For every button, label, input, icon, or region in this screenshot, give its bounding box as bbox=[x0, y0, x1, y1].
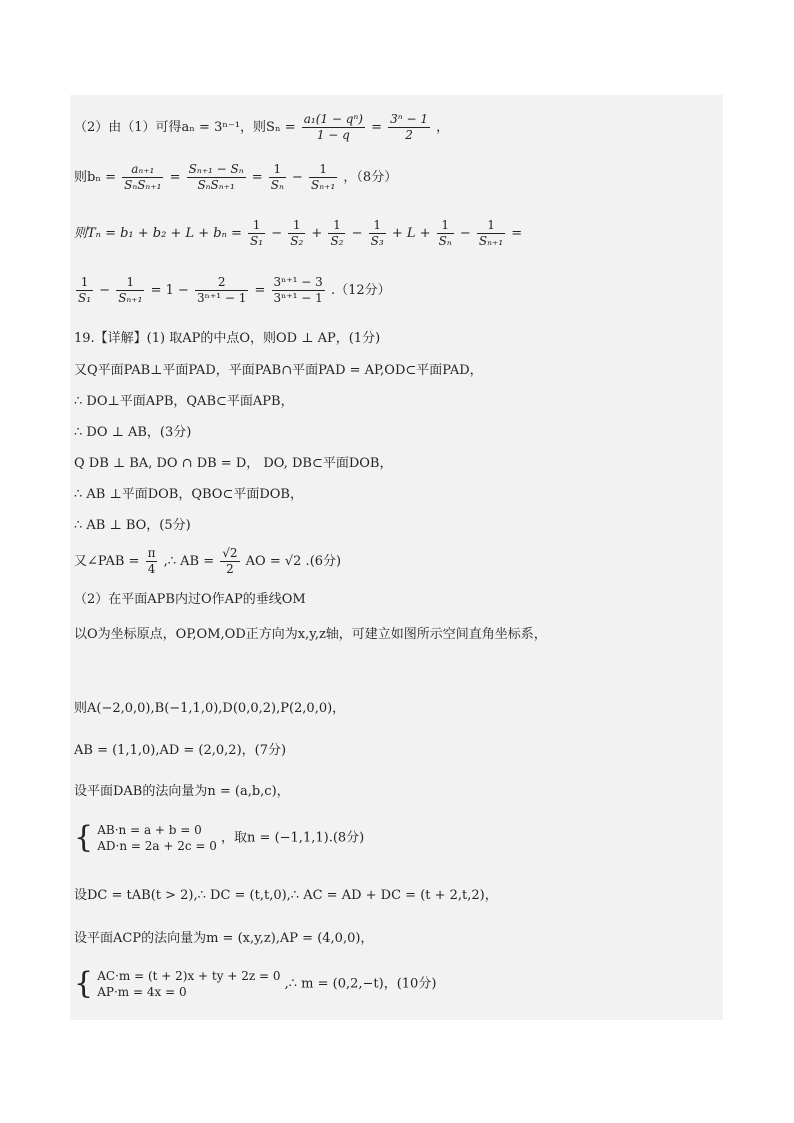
line-bn-formula: 则bₙ = $\frac{\text{aₙ₊₁}}{\text{SₙSₙ₊₁}}$ = $\frac{\text{Sₙ₊₁ − Sₙ}}{\text{SₙSₙ₊₁}}$ = $\frac{1}{\text{Sₙ}}$ − $\frac{1}{\text{Sₙ₊₁}}$ ，（8分） bbox=[74, 162, 398, 192]
line-19-ab-length: 又∠PAB = $\frac{\pi}{4}$ ,∴ AB = $\frac{√2}{2}$ AO = √2 .(6分) bbox=[74, 546, 342, 576]
line-19-step6: ∴ AB ⊥平面DOB，QBO⊂平面DOB， bbox=[74, 487, 303, 502]
line-19-step1: 19.【详解】(1) 取AP的中点O，则OD ⊥ AP，(1分) bbox=[74, 331, 381, 346]
line-19-normal-acp: 设平面ACP的法向量为m = (x,y,z),AP = (4,0,0)， bbox=[74, 931, 374, 946]
line-19-normal-dab: 设平面DAB的法向量为n = (a,b,c)， bbox=[74, 784, 290, 799]
line-19-step4: ∴ DO ⊥ AB，(3分) bbox=[74, 425, 192, 440]
line-19-vectors: AB = (1,1,0),AD = (2,0,2)，(7分) bbox=[74, 743, 287, 758]
line-19-part2: （2）在平面APB内过O作AP的垂线OM bbox=[74, 592, 306, 607]
line-19-coord-system: 以O为坐标原点，OP,OM,OD正方向为x,y,z轴，可建立如图所示空间直角坐标系， bbox=[74, 627, 547, 642]
line-19-points: 则A(−2,0,0),B(−1,1,0),D(0,0,2),P(2,0,0)， bbox=[74, 701, 346, 716]
line-19-step2: 又Q平面PAB⊥平面PAD，平面PAB∩平面PAD = AP,OD⊂平面PAD， bbox=[74, 363, 483, 378]
line-19-step7: ∴ AB ⊥ BO，(5分) bbox=[74, 518, 191, 533]
line-sn-formula: （2）由（1）可得aₙ = 3ⁿ⁻¹，则Sₙ = $\frac{\text{a₁(1 − qⁿ)}}{1 - q}$ = $\frac{\text{3ⁿ − 1}}{2}$ ， bbox=[74, 112, 450, 142]
line-19-system-2: { AC·m = (t + 2)x + ty + 2z = 0 AP·m = 4x = 0 ,∴ m = (0,2,−t)，(10分) bbox=[74, 966, 437, 1001]
line-19-step5: Q DB ⊥ BA, DO ∩ DB = D， DO, DB⊂平面DOB， bbox=[74, 456, 393, 471]
line-tn-result: $\frac{1}{\text{S₁}}$ − $\frac{1}{\text{Sₙ₊₁}}$ = 1 − $\frac{2}{\text{3ⁿ⁺¹ − 1}}$ = $\frac{\text{3ⁿ⁺¹ − 3}}{\text{3ⁿ⁺¹ − 1}}$ .（12分） bbox=[78, 275, 391, 305]
line-19-dc-vector: 设DC = tAB(t > 2),∴ DC = (t,t,0),∴ AC = AD + DC = (t + 2,t,2)， bbox=[74, 888, 498, 903]
line-tn-sum: 则Tₙ = b₁ + b₂ + L + bₙ = $\frac{1}{\text{S₁}}$ − $\frac{1}{\text{S₂}}$ + $\frac{1}{\text{S₂}}$ − $\frac{1}{\text{S₃}}$ + L + $\frac{1}{\text{Sₙ}}$ − $\frac{1}{\text{Sₙ₊₁}}$ = bbox=[74, 218, 523, 248]
line-19-system-1: { AB·n = a + b = 0 AD·n = 2a + 2c = 0 ，取n = (−1,1,1).(8分) bbox=[74, 820, 365, 855]
line-19-step3: ∴ DO⊥平面APB，QAB⊂平面APB， bbox=[74, 394, 294, 409]
